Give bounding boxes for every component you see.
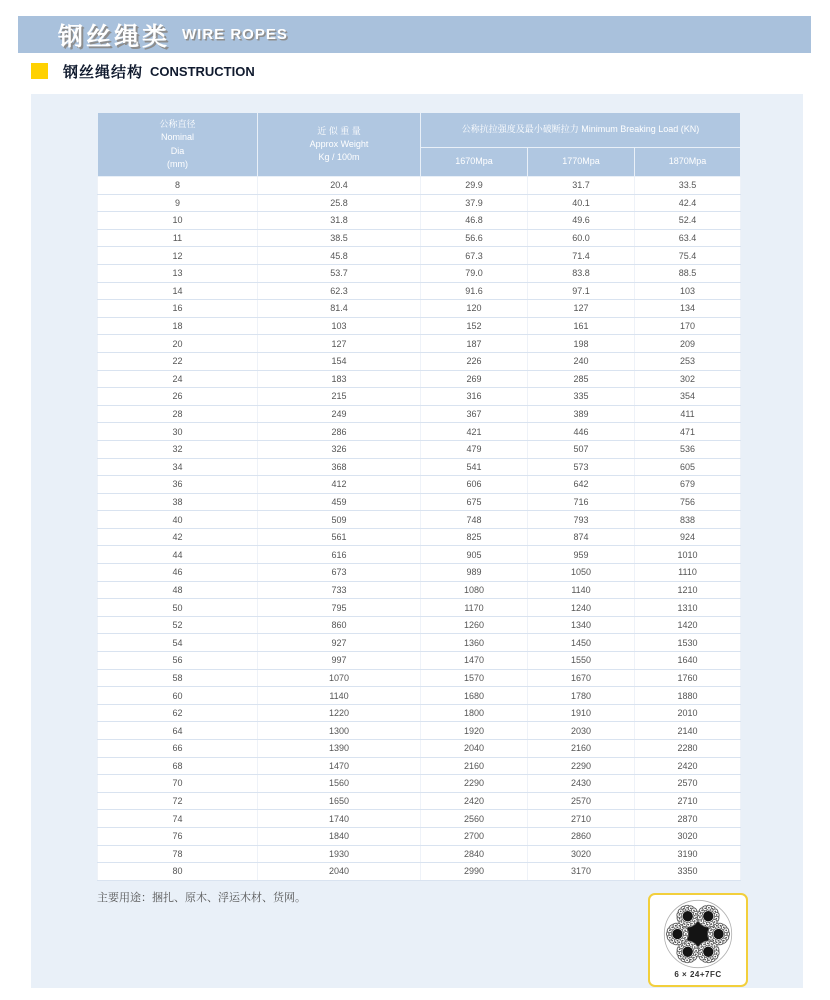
table-row bbox=[98, 458, 741, 476]
table-cell: 28 bbox=[98, 405, 258, 423]
table-cell: 1050 bbox=[528, 564, 635, 582]
table-cell: 1800 bbox=[421, 704, 528, 722]
table-cell: 3020 bbox=[635, 827, 741, 845]
table-cell: 446 bbox=[528, 423, 635, 441]
table-row bbox=[98, 247, 741, 265]
table-cell: 316 bbox=[421, 388, 528, 406]
table-cell: 536 bbox=[635, 440, 741, 458]
table-cell: 2010 bbox=[635, 704, 741, 722]
table-cell: 31.8 bbox=[258, 212, 421, 230]
table-cell: 152 bbox=[421, 317, 528, 335]
table-cell: 253 bbox=[635, 352, 741, 370]
table-cell: 36 bbox=[98, 476, 258, 494]
table-cell: 37.9 bbox=[421, 194, 528, 212]
table-cell: 412 bbox=[258, 476, 421, 494]
table-cell: 2290 bbox=[528, 757, 635, 775]
table-cell: 2430 bbox=[528, 775, 635, 793]
table-cell: 32 bbox=[98, 440, 258, 458]
table-cell: 1070 bbox=[258, 669, 421, 687]
table-cell: 2710 bbox=[528, 810, 635, 828]
table-cell: 18 bbox=[98, 317, 258, 335]
header-line: Dia bbox=[170, 145, 185, 156]
table-cell: 72 bbox=[98, 792, 258, 810]
rope-cross-section-box bbox=[648, 893, 748, 987]
table-cell: 716 bbox=[528, 493, 635, 511]
table-cell: 1650 bbox=[258, 792, 421, 810]
table-cell: 88.5 bbox=[635, 264, 741, 282]
table-cell: 2420 bbox=[635, 757, 741, 775]
table-row bbox=[98, 405, 741, 423]
table-cell: 22 bbox=[98, 352, 258, 370]
table-cell: 120 bbox=[421, 300, 528, 318]
table-cell: 40.1 bbox=[528, 194, 635, 212]
table-cell: 1880 bbox=[635, 687, 741, 705]
table-cell: 411 bbox=[635, 405, 741, 423]
table-row bbox=[98, 493, 741, 511]
table-cell: 3020 bbox=[528, 845, 635, 863]
table-row bbox=[98, 564, 741, 582]
table-cell: 58 bbox=[98, 669, 258, 687]
column-header-breaking-load: 公称抗拉强度及最小破断拉力 Minimum Breaking Load (KN) bbox=[421, 113, 741, 148]
column-header-grade-1770: 1770Mpa bbox=[528, 148, 635, 177]
table-cell: 79.0 bbox=[421, 264, 528, 282]
table-row bbox=[98, 687, 741, 705]
yellow-bullet-icon bbox=[31, 63, 48, 79]
table-cell: 2030 bbox=[528, 722, 635, 740]
table-cell: 2710 bbox=[635, 792, 741, 810]
table-cell: 326 bbox=[258, 440, 421, 458]
table-cell: 48 bbox=[98, 581, 258, 599]
table-cell: 40 bbox=[98, 511, 258, 529]
table-row bbox=[98, 704, 741, 722]
table-cell: 226 bbox=[421, 352, 528, 370]
table-cell: 1680 bbox=[421, 687, 528, 705]
table-row bbox=[98, 264, 741, 282]
table-row bbox=[98, 282, 741, 300]
table-cell: 269 bbox=[421, 370, 528, 388]
table-cell: 2160 bbox=[528, 740, 635, 758]
table-row bbox=[98, 528, 741, 546]
table-cell: 927 bbox=[258, 634, 421, 652]
table-cell: 1140 bbox=[258, 687, 421, 705]
table-cell: 33.5 bbox=[635, 177, 741, 195]
table-cell: 2570 bbox=[635, 775, 741, 793]
table-header bbox=[98, 113, 741, 177]
rope-construction-label: 6 × 24+7FC bbox=[674, 970, 722, 979]
table-cell: 52.4 bbox=[635, 212, 741, 230]
header-line: Approx Weight bbox=[309, 138, 369, 149]
table-cell: 642 bbox=[528, 476, 635, 494]
table-cell: 31.7 bbox=[528, 177, 635, 195]
section-heading bbox=[31, 61, 255, 81]
table-row bbox=[98, 317, 741, 335]
table-cell: 2160 bbox=[421, 757, 528, 775]
table-cell: 3350 bbox=[635, 863, 741, 881]
table-cell: 2990 bbox=[421, 863, 528, 881]
table-body bbox=[98, 177, 741, 881]
table-cell: 24 bbox=[98, 370, 258, 388]
table-cell: 67.3 bbox=[421, 247, 528, 265]
table-row bbox=[98, 652, 741, 670]
table-cell: 249 bbox=[258, 405, 421, 423]
table-cell: 60 bbox=[98, 687, 258, 705]
rope-cross-section-icon bbox=[656, 897, 740, 971]
table-cell: 183 bbox=[258, 370, 421, 388]
table-cell: 83.8 bbox=[528, 264, 635, 282]
table-cell: 1570 bbox=[421, 669, 528, 687]
header-line: (mm) bbox=[167, 158, 188, 169]
table-cell: 825 bbox=[421, 528, 528, 546]
table-cell: 20 bbox=[98, 335, 258, 353]
table-cell: 2280 bbox=[635, 740, 741, 758]
table-cell: 675 bbox=[421, 493, 528, 511]
table-cell: 25.8 bbox=[258, 194, 421, 212]
table-cell: 71.4 bbox=[528, 247, 635, 265]
table-cell: 2040 bbox=[421, 740, 528, 758]
table-cell: 240 bbox=[528, 352, 635, 370]
page-title-english: WIRE ROPES bbox=[182, 26, 288, 43]
table-cell: 1840 bbox=[258, 827, 421, 845]
table-cell: 170 bbox=[635, 317, 741, 335]
table-cell: 959 bbox=[528, 546, 635, 564]
table-cell: 52 bbox=[98, 616, 258, 634]
column-header-diameter bbox=[98, 113, 258, 177]
table-cell: 479 bbox=[421, 440, 528, 458]
table-cell: 49.6 bbox=[528, 212, 635, 230]
header-line: Kg / 100m bbox=[318, 152, 360, 163]
table-cell: 1390 bbox=[258, 740, 421, 758]
table-cell: 1560 bbox=[258, 775, 421, 793]
table-cell: 838 bbox=[635, 511, 741, 529]
table-cell: 459 bbox=[258, 493, 421, 511]
table-row bbox=[98, 722, 741, 740]
table-cell: 81.4 bbox=[258, 300, 421, 318]
table-cell: 91.6 bbox=[421, 282, 528, 300]
table-row bbox=[98, 792, 741, 810]
table-cell: 50 bbox=[98, 599, 258, 617]
table-cell: 42 bbox=[98, 528, 258, 546]
table-cell: 20.4 bbox=[258, 177, 421, 195]
header-line: 公称直径 bbox=[159, 119, 196, 130]
table-cell: 13 bbox=[98, 264, 258, 282]
table-cell: 561 bbox=[258, 528, 421, 546]
section-title-english: CONSTRUCTION bbox=[150, 63, 255, 79]
table-cell: 2040 bbox=[258, 863, 421, 881]
content-panel bbox=[31, 94, 803, 988]
table-row bbox=[98, 757, 741, 775]
table-cell: 905 bbox=[421, 546, 528, 564]
table-row bbox=[98, 423, 741, 441]
table-cell: 78 bbox=[98, 845, 258, 863]
table-row bbox=[98, 845, 741, 863]
table-cell: 1670 bbox=[528, 669, 635, 687]
table-cell: 1310 bbox=[635, 599, 741, 617]
table-cell: 1740 bbox=[258, 810, 421, 828]
table-cell: 215 bbox=[258, 388, 421, 406]
table-cell: 56 bbox=[98, 652, 258, 670]
table-cell: 335 bbox=[528, 388, 635, 406]
table-cell: 1140 bbox=[528, 581, 635, 599]
table-cell: 2140 bbox=[635, 722, 741, 740]
table-cell: 46.8 bbox=[421, 212, 528, 230]
table-cell: 368 bbox=[258, 458, 421, 476]
table-cell: 161 bbox=[528, 317, 635, 335]
table-cell: 354 bbox=[635, 388, 741, 406]
table-cell: 367 bbox=[421, 405, 528, 423]
table-cell: 616 bbox=[258, 546, 421, 564]
table-cell: 795 bbox=[258, 599, 421, 617]
table-cell: 679 bbox=[635, 476, 741, 494]
table-cell: 12 bbox=[98, 247, 258, 265]
table-cell: 1760 bbox=[635, 669, 741, 687]
table-cell: 874 bbox=[528, 528, 635, 546]
table-cell: 76 bbox=[98, 827, 258, 845]
table-cell: 34 bbox=[98, 458, 258, 476]
table-cell: 2560 bbox=[421, 810, 528, 828]
table-cell: 14 bbox=[98, 282, 258, 300]
table-cell: 286 bbox=[258, 423, 421, 441]
table-cell: 66 bbox=[98, 740, 258, 758]
table-cell: 154 bbox=[258, 352, 421, 370]
table-row bbox=[98, 212, 741, 230]
table-row bbox=[98, 775, 741, 793]
table-cell: 2570 bbox=[528, 792, 635, 810]
table-cell: 68 bbox=[98, 757, 258, 775]
table-row bbox=[98, 388, 741, 406]
table-cell: 1530 bbox=[635, 634, 741, 652]
table-row bbox=[98, 669, 741, 687]
table-cell: 198 bbox=[528, 335, 635, 353]
table-cell: 75.4 bbox=[635, 247, 741, 265]
column-header-grade-1670: 1670Mpa bbox=[421, 148, 528, 177]
table-cell: 1210 bbox=[635, 581, 741, 599]
table-cell: 1920 bbox=[421, 722, 528, 740]
table-cell: 74 bbox=[98, 810, 258, 828]
table-cell: 1170 bbox=[421, 599, 528, 617]
table-cell: 1110 bbox=[635, 564, 741, 582]
table-row bbox=[98, 546, 741, 564]
table-cell: 541 bbox=[421, 458, 528, 476]
table-cell: 1340 bbox=[528, 616, 635, 634]
table-row bbox=[98, 300, 741, 318]
table-cell: 3170 bbox=[528, 863, 635, 881]
table-cell: 26 bbox=[98, 388, 258, 406]
table-cell: 605 bbox=[635, 458, 741, 476]
table-cell: 2420 bbox=[421, 792, 528, 810]
table-cell: 507 bbox=[528, 440, 635, 458]
table-row bbox=[98, 370, 741, 388]
table-row bbox=[98, 827, 741, 845]
table-cell: 60.0 bbox=[528, 229, 635, 247]
page-title-bar bbox=[18, 16, 811, 53]
table-cell: 38 bbox=[98, 493, 258, 511]
table-cell: 1220 bbox=[258, 704, 421, 722]
table-cell: 733 bbox=[258, 581, 421, 599]
table-row bbox=[98, 476, 741, 494]
table-cell: 8 bbox=[98, 177, 258, 195]
table-cell: 1640 bbox=[635, 652, 741, 670]
table-cell: 924 bbox=[635, 528, 741, 546]
table-row bbox=[98, 863, 741, 881]
wire-rope-spec-table bbox=[97, 112, 741, 881]
usage-note: 主要用途：捆扎、原木、浮运木材、货网。 bbox=[97, 892, 306, 904]
table-cell: 54 bbox=[98, 634, 258, 652]
column-header-weight bbox=[258, 113, 421, 177]
table-cell: 2870 bbox=[635, 810, 741, 828]
page-title-chinese: 钢丝绳类 bbox=[58, 22, 171, 51]
table-row bbox=[98, 352, 741, 370]
table-cell: 30 bbox=[98, 423, 258, 441]
table-cell: 16 bbox=[98, 300, 258, 318]
table-row bbox=[98, 511, 741, 529]
table-cell: 509 bbox=[258, 511, 421, 529]
table-row bbox=[98, 810, 741, 828]
table-cell: 103 bbox=[635, 282, 741, 300]
table-cell: 62 bbox=[98, 704, 258, 722]
table-cell: 421 bbox=[421, 423, 528, 441]
table-cell: 9 bbox=[98, 194, 258, 212]
table-cell: 1010 bbox=[635, 546, 741, 564]
table-cell: 1470 bbox=[258, 757, 421, 775]
table-cell: 1360 bbox=[421, 634, 528, 652]
table-cell: 1780 bbox=[528, 687, 635, 705]
table-cell: 38.5 bbox=[258, 229, 421, 247]
section-title-chinese: 钢丝绳结构 bbox=[63, 63, 144, 81]
table-row bbox=[98, 599, 741, 617]
table-cell: 127 bbox=[528, 300, 635, 318]
table-cell: 389 bbox=[528, 405, 635, 423]
table-cell: 1300 bbox=[258, 722, 421, 740]
table-cell: 62.3 bbox=[258, 282, 421, 300]
table-cell: 53.7 bbox=[258, 264, 421, 282]
table-row bbox=[98, 581, 741, 599]
table-cell: 997 bbox=[258, 652, 421, 670]
table-cell: 285 bbox=[528, 370, 635, 388]
table-cell: 573 bbox=[528, 458, 635, 476]
table-cell: 989 bbox=[421, 564, 528, 582]
table-cell: 42.4 bbox=[635, 194, 741, 212]
table-cell: 44 bbox=[98, 546, 258, 564]
table-cell: 29.9 bbox=[421, 177, 528, 195]
table-row bbox=[98, 616, 741, 634]
table-cell: 64 bbox=[98, 722, 258, 740]
table-cell: 1420 bbox=[635, 616, 741, 634]
table-cell: 302 bbox=[635, 370, 741, 388]
table-cell: 756 bbox=[635, 493, 741, 511]
table-cell: 45.8 bbox=[258, 247, 421, 265]
table-cell: 1080 bbox=[421, 581, 528, 599]
table-cell: 860 bbox=[258, 616, 421, 634]
table-row bbox=[98, 177, 741, 195]
table-cell: 606 bbox=[421, 476, 528, 494]
table-cell: 127 bbox=[258, 335, 421, 353]
table-cell: 2860 bbox=[528, 827, 635, 845]
table-cell: 1450 bbox=[528, 634, 635, 652]
table-row bbox=[98, 740, 741, 758]
table-cell: 56.6 bbox=[421, 229, 528, 247]
table-row bbox=[98, 194, 741, 212]
column-header-grade-1870: 1870Mpa bbox=[635, 148, 741, 177]
table-row bbox=[98, 335, 741, 353]
table-cell: 673 bbox=[258, 564, 421, 582]
table-cell: 70 bbox=[98, 775, 258, 793]
table-cell: 1910 bbox=[528, 704, 635, 722]
table-cell: 2700 bbox=[421, 827, 528, 845]
table-cell: 97.1 bbox=[528, 282, 635, 300]
table-cell: 1550 bbox=[528, 652, 635, 670]
table-cell: 63.4 bbox=[635, 229, 741, 247]
header-line: 近 似 重 量 bbox=[317, 125, 361, 136]
table-cell: 3190 bbox=[635, 845, 741, 863]
header-line: Nominal bbox=[160, 132, 194, 143]
table-row bbox=[98, 634, 741, 652]
table-cell: 793 bbox=[528, 511, 635, 529]
table-cell: 187 bbox=[421, 335, 528, 353]
table-cell: 134 bbox=[635, 300, 741, 318]
table-cell: 748 bbox=[421, 511, 528, 529]
table-cell: 80 bbox=[98, 863, 258, 881]
table-cell: 1470 bbox=[421, 652, 528, 670]
table-cell: 471 bbox=[635, 423, 741, 441]
table-cell: 2840 bbox=[421, 845, 528, 863]
table-cell: 11 bbox=[98, 229, 258, 247]
table-row bbox=[98, 229, 741, 247]
table-cell: 103 bbox=[258, 317, 421, 335]
table-cell: 1930 bbox=[258, 845, 421, 863]
table-cell: 1240 bbox=[528, 599, 635, 617]
table-cell: 209 bbox=[635, 335, 741, 353]
table-cell: 1260 bbox=[421, 616, 528, 634]
table-cell: 10 bbox=[98, 212, 258, 230]
table-row bbox=[98, 440, 741, 458]
table-cell: 46 bbox=[98, 564, 258, 582]
table-cell: 2290 bbox=[421, 775, 528, 793]
